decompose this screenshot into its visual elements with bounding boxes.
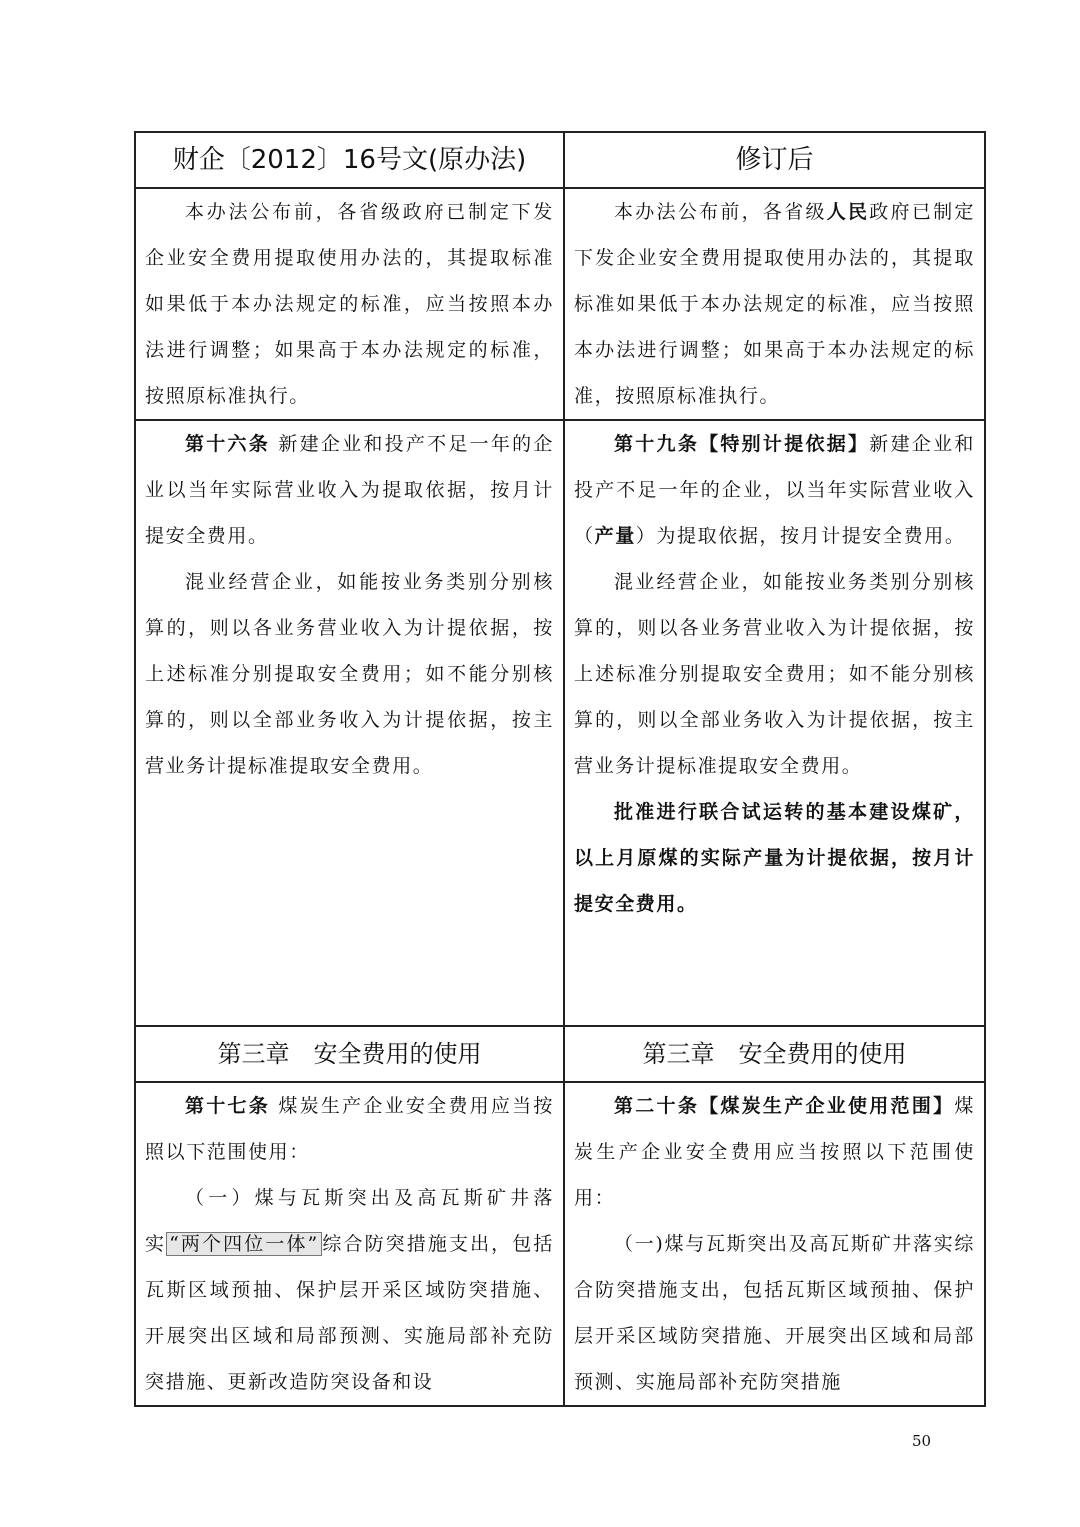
header-row bbox=[135, 132, 985, 188]
text-span: 本办法公布前，各省级 bbox=[614, 201, 827, 223]
revised-cell bbox=[564, 420, 985, 1026]
chapter-title-revised: 第三章 安全费用的使用 bbox=[564, 1026, 985, 1082]
text-span: （一）煤与瓦斯突出及高瓦斯矿井落实 bbox=[145, 1187, 554, 1255]
comparison-table bbox=[134, 131, 986, 1407]
table-row bbox=[135, 188, 985, 420]
text-span: 综合防突措施支出，包括瓦斯区域预抽、保护层开采区域防突措施、开展突出区域和局部预测、实施局部补充防突措施、更新改造防突设备和设 bbox=[145, 1233, 554, 1393]
revised-cell bbox=[564, 188, 985, 420]
header-revised: 修订后 bbox=[564, 132, 985, 188]
text-span: 煤炭生产企业安全费用应当按照以下范围使用： bbox=[145, 1095, 554, 1163]
header-original: 财企〔2012〕16号文(原办法) bbox=[135, 132, 564, 188]
bold-span: 人民 bbox=[826, 201, 870, 223]
paragraph bbox=[145, 421, 554, 559]
paragraph: 混业经营企业，如能按业务类别分别核算的，则以各业务营业收入为计提依据，按上述标准分别提取安全费用；如不能分别核算的，则以全部业务收入为计提依据，按主营业务计提标准提取安全费用。 bbox=[145, 571, 554, 777]
text-span: 煤炭生产企业安全费用应当按照以下范围使用： bbox=[574, 1095, 975, 1209]
original-cell bbox=[135, 1082, 564, 1406]
chapter-row bbox=[135, 1026, 985, 1082]
text-span: 政府已制定下发企业安全费用提取使用办法的，其提取标准如果低于本办法规定的标准，应当按照本办法进行调整；如果高于本办法规定的标准，按照原标准执行。 bbox=[574, 201, 975, 407]
article-title: 第十六条 bbox=[185, 433, 271, 455]
paragraph bbox=[145, 1175, 554, 1405]
table-row bbox=[135, 420, 985, 1026]
text-span: 新建企业和投产不足一年的企业，以当年实际营业收入（ bbox=[574, 433, 975, 547]
paragraph: 本办法公布前，各省级政府已制定下发企业安全费用提取使用办法的，其提取标准如果低于本办法规定的标准，应当按照本办法进行调整；如果高于本办法规定的标准，按照原标准执行。 bbox=[145, 201, 554, 407]
paragraph: 混业经营企业，如能按业务类别分别核算的，则以各业务营业收入为计提依据，按上述标准分别提取安全费用；如不能分别核算的，则以全部业务收入为计提依据，按主营业务计提标准提取安全费用。 bbox=[574, 571, 975, 777]
original-cell bbox=[135, 420, 564, 1026]
revised-cell bbox=[564, 1082, 985, 1406]
bold-span: 产量 bbox=[594, 525, 636, 547]
table-row bbox=[135, 1082, 985, 1406]
page-number: 50 bbox=[912, 1432, 932, 1450]
comparison-table-container bbox=[134, 131, 975, 1407]
article-title: 第十七条 bbox=[185, 1095, 271, 1117]
article-title: 第二十条【煤炭生产企业使用范围】 bbox=[614, 1095, 955, 1117]
paragraph bbox=[574, 189, 975, 419]
original-cell bbox=[135, 188, 564, 420]
highlighted-text: “两个四位一体” bbox=[166, 1232, 322, 1256]
paragraph: （一)煤与瓦斯突出及高瓦斯矿井落实综合防突措施支出，包括瓦斯区域预抽、保护层开采区域防突措施、开展突出区域和局部预测、实施局部补充防突措施 bbox=[574, 1233, 975, 1393]
paragraph bbox=[574, 1083, 975, 1221]
article-title: 第十九条【特别计提依据】 bbox=[614, 433, 870, 455]
text-span: ）为提取依据，按月计提安全费用。 bbox=[635, 525, 966, 547]
paragraph bbox=[574, 421, 975, 559]
paragraph: 批准进行联合试运转的基本建设煤矿，以上月原煤的实际产量为计提依据，按月计提安全费用。 bbox=[574, 801, 975, 915]
chapter-title-original: 第三章 安全费用的使用 bbox=[135, 1026, 564, 1082]
paragraph bbox=[145, 1083, 554, 1175]
text-span: 新建企业和投产不足一年的企业以当年实际营业收入为提取依据，按月计提安全费用。 bbox=[145, 433, 554, 547]
